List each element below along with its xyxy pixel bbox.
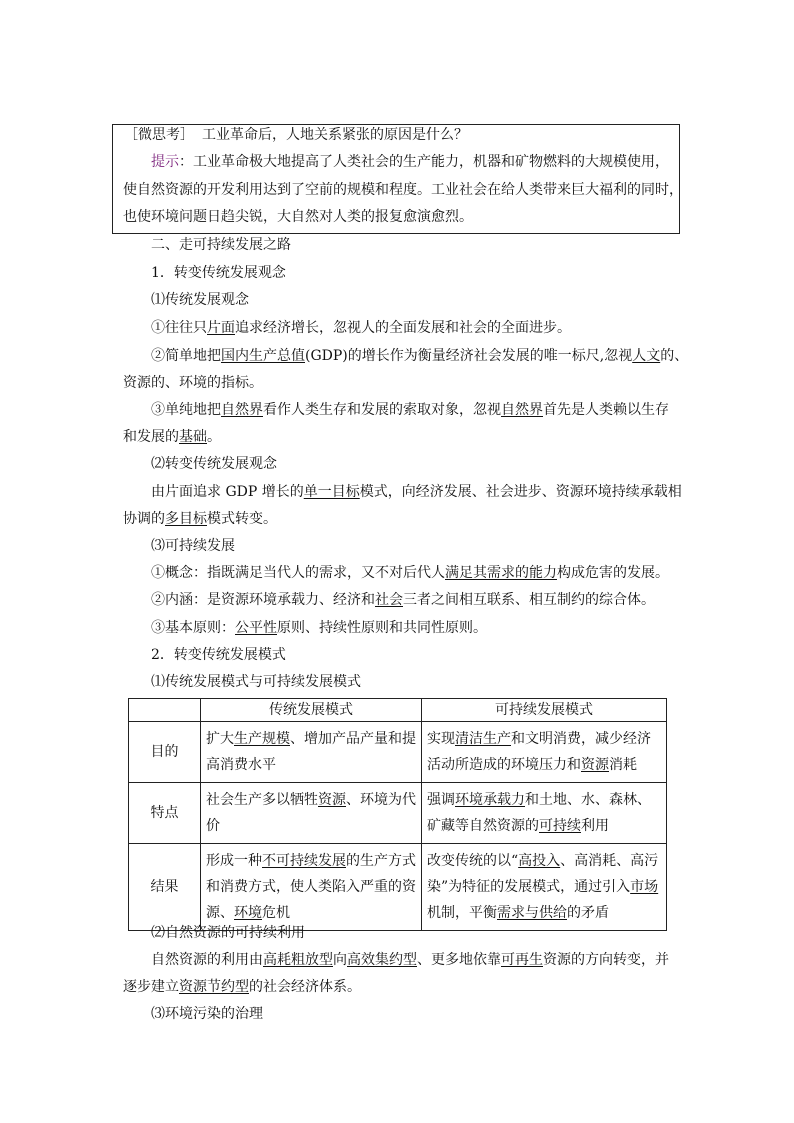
hint-line-2: 使自然资源的开发利用达到了空前的规模和程度。工业社会在给人类带来巨大福利的同时， <box>123 182 683 198</box>
heading-2-3: ⑶环境污染的治理 <box>151 1006 263 1022</box>
paragraph-1-2-cont: 协调的多目标模式转变。 <box>123 511 277 527</box>
hint-line-1: 提示：工业革命极大地提高了人类社会的生产能力，机器和矿物燃料的大规模使用， <box>151 154 669 170</box>
row-label-features: 特点 <box>129 783 201 844</box>
cell-purpose-sustainable: 实现清洁生产和文明消费，减少经济活动所造成的环境压力和资源消耗 <box>422 722 667 783</box>
paragraph-1-1-item2: ②简单地把国内生产总值(GDP)的增长作为衡量经济社会发展的唯一标尺,忽视人文的、 <box>151 348 689 364</box>
table-row <box>129 722 667 783</box>
table-header-empty <box>129 699 201 722</box>
cell-result-sustainable: 改变传统的以“高投入、高消耗、高污染”为特征的发展模式，通过引入市场机制，平衡需求与供给的矛盾 <box>422 844 667 931</box>
heading-2: 2．转变传统发展模式 <box>151 647 286 663</box>
table-header-row <box>129 699 667 722</box>
table-row <box>129 783 667 844</box>
heading-2-1: ⑴传统发展模式与可持续发展模式 <box>151 674 361 690</box>
paragraph-1-1-item3-cont: 和发展的基础。 <box>123 429 221 445</box>
section-title: 二、走可持续发展之路 <box>151 237 291 253</box>
principles-line: ③基本原则：公平性原则、持续性原则和共同性原则。 <box>151 620 487 636</box>
paragraph-1-2: 由片面追求 GDP 增长的单一目标模式，向经济发展、社会进步、资源环境持续承载相 <box>151 484 682 500</box>
cell-features-traditional: 社会生产多以牺牲资源、环境为代价 <box>201 783 422 844</box>
comparison-table <box>128 698 667 931</box>
paragraph-1-1-item1: ①往往只片面追求经济增长，忽视人的全面发展和社会的全面进步。 <box>151 320 571 336</box>
heading-1-2: ⑵转变传统发展观念 <box>151 456 277 472</box>
heading-1: 1．转变传统发展观念 <box>151 265 286 281</box>
paragraph-1-1-item3: ③单纯地把自然界看作人类生存和发展的索取对象，忽视自然界首先是人类赖以生存 <box>151 402 669 418</box>
cell-features-sustainable: 强调环境承载力和土地、水、森林、矿藏等自然资源的可持续利用 <box>422 783 667 844</box>
paragraph-1-1-item2-cont: 资源的、环境的指标。 <box>123 375 263 391</box>
concept-line: ①概念：指既满足当代人的需求，又不对后代人满足其需求的能力构成危害的发展。 <box>151 565 669 581</box>
heading-1-3: ⑶可持续发展 <box>151 538 235 554</box>
connotation-line: ②内涵：是资源环境承载力、经济和社会三者之间相互联系、相互制约的综合体。 <box>151 592 655 608</box>
paragraph-2-2: 自然资源的利用由高耗粗放型向高效集约型、更多地依靠可再生资源的方向转变，并 <box>151 952 669 968</box>
table-row <box>129 844 667 931</box>
table-header-traditional: 传统发展模式 <box>201 699 422 722</box>
table-header-sustainable: 可持续发展模式 <box>422 699 667 722</box>
heading-2-2: ⑵自然资源的可持续利用 <box>151 925 305 941</box>
heading-1-1: ⑴传统发展观念 <box>151 292 249 308</box>
cell-purpose-traditional: 扩大生产规模、增加产品产量和提高消费水平 <box>201 722 422 783</box>
hint-line-3: 也使环境问题日趋尖锐，大自然对人类的报复愈演愈烈。 <box>123 209 473 225</box>
think-question: ［微思考］ 工业革命后，人地关系紧张的原因是什么？ <box>124 127 468 143</box>
hint-label: 提示 <box>151 154 179 170</box>
paragraph-2-2-cont: 逐步建立资源节约型的社会经济体系。 <box>123 979 361 995</box>
cell-result-traditional: 形成一种不可持续发展的生产方式和消费方式，使人类陷入严重的资源、环境危机 <box>201 844 422 931</box>
row-label-result: 结果 <box>129 844 201 931</box>
row-label-purpose: 目的 <box>129 722 201 783</box>
